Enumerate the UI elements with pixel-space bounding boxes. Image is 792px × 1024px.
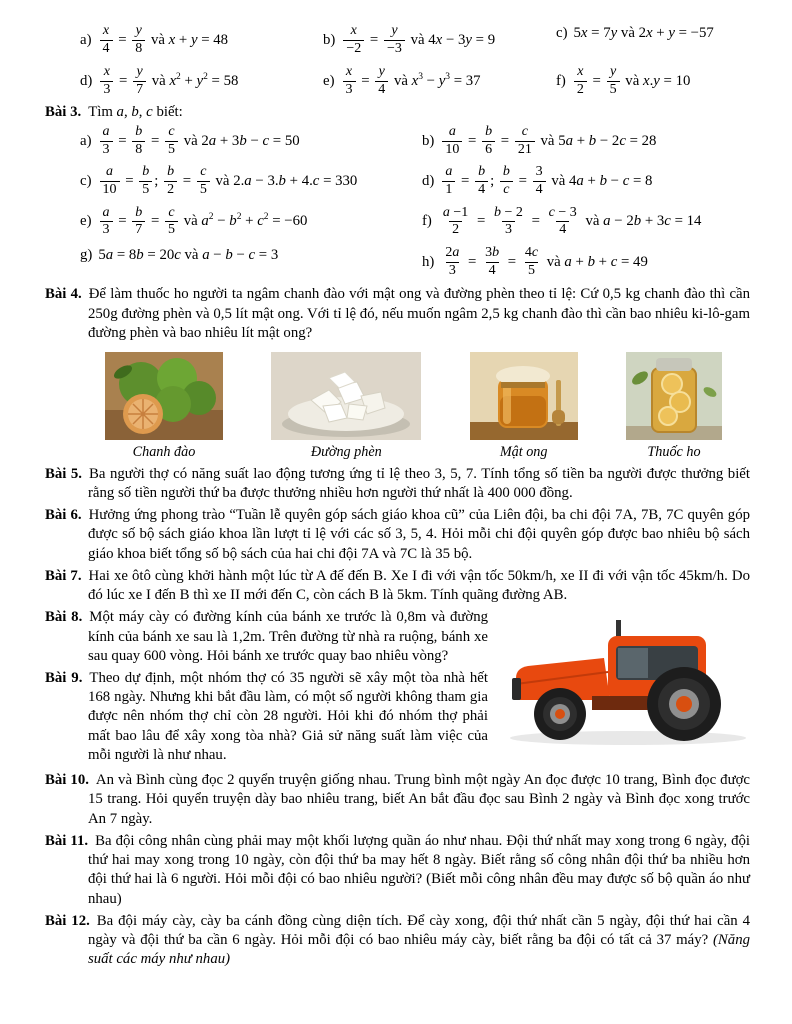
fraction: $\frac{a}{10}$ <box>100 165 120 197</box>
fraction: $\frac{x}{2}$ <box>574 65 587 97</box>
math-run: x <box>169 72 177 89</box>
text-run: và <box>547 172 570 189</box>
math-expression <box>572 64 691 98</box>
item-label: d) <box>422 172 435 189</box>
fraction: $\frac{c - 3}{4}$ <box>548 204 577 238</box>
math-run: = <box>115 72 132 89</box>
fraction: $\frac{b}{c}$ <box>500 165 513 197</box>
exercise-text: An và Bình cùng đọc 2 quyển truyện giống nhau. Trung bình một ngày An đọc được 10 trang, Bình đọc được 15 trang. Hỏi quyển truyện dày bao nhiêu trang, biết An bắt đầu đọc sau Bình 2 ngày và Bình đọc xong trước An 7 ngày. <box>88 772 750 827</box>
math-run: ; <box>154 172 163 189</box>
math-run: 5x = 7y <box>573 25 618 41</box>
fraction: $\frac{a -1}{2}$ <box>442 204 469 238</box>
math-expression <box>341 64 481 98</box>
item-label: b) <box>422 132 435 149</box>
math-run: a + b + c = 49 <box>564 253 648 270</box>
exercise-label: Bài 12. <box>45 912 90 929</box>
text-run: và <box>147 31 169 48</box>
exercise-bai3-header <box>45 103 750 122</box>
equation-item <box>80 65 323 97</box>
math-run: = −60 <box>268 213 308 230</box>
math-expression <box>341 23 496 56</box>
text-run: và <box>543 253 565 270</box>
text-run: và <box>581 213 604 230</box>
text-run: và <box>211 172 234 189</box>
math-expression <box>438 204 702 238</box>
math-run: 5a = 8b = 20c <box>98 247 181 264</box>
exercise-bai6 <box>45 506 750 564</box>
exercise-label: Bài 4. <box>45 286 82 303</box>
math-run: − b <box>213 213 237 230</box>
exercise-bai12 <box>45 912 750 970</box>
item-label: c) <box>556 25 568 41</box>
text-run: và <box>617 25 639 41</box>
item-label: b) <box>323 31 336 48</box>
math-expression <box>440 245 648 278</box>
figure-thuoc-ho <box>626 352 722 461</box>
exercise-text: Theo dự định, một nhóm thợ có 35 người sẽ xây một tòa nhà hết 168 ngày. Nhưng khi bắt đầu làm, có một số người không tham gia được nên nhóm thợ chỉ còn 28 người. Hỏi khi đó nhóm thợ phải mất bao lâu để xây xong tòa nhà? Giả sử năng suất làm việc của mỗi người là như nhau. <box>88 669 488 763</box>
exponent: 3 <box>445 72 451 83</box>
item-label: c) <box>80 172 92 189</box>
exercise-bai10 <box>45 771 750 829</box>
math-run: = <box>114 132 131 149</box>
exponent: 2 <box>208 212 214 223</box>
exponent: 2 <box>236 212 242 223</box>
math-run: 5a + b − 2c = 28 <box>558 132 657 149</box>
fraction: $\frac{y}{7}$ <box>133 65 146 97</box>
math-run: = <box>457 172 474 189</box>
math-run: = <box>464 132 481 149</box>
exercise-label: Bài 6. <box>45 507 82 524</box>
fraction: $\frac{y}{5}$ <box>607 65 620 97</box>
bai3-intro-prefix: Tìm <box>88 103 117 120</box>
fraction: $\frac{3}{4}$ <box>533 165 546 197</box>
math-run: = <box>114 31 131 48</box>
item-label: f) <box>422 213 432 230</box>
exercise-label: Bài 7. <box>45 567 82 584</box>
figure-caption: Mật ong <box>499 444 548 461</box>
item-label: a) <box>80 132 92 149</box>
equation-item <box>80 125 422 157</box>
item-label: d) <box>80 72 93 89</box>
math-run: = <box>114 213 131 230</box>
fraction: $\frac{x}{3}$ <box>343 65 356 97</box>
exercise-text: Ba đội công nhân cùng phải may một khối lượng quần áo như nhau. Đội thứ nhất may xong trong 6 ngày, đội thứ hai may xong trong 10 ngày, còn đội thứ ba may hết 8 ngày. Biết rằng số công nhân đội thứ ba nhiều hơn đội thứ hai là 6 người. Hỏi mỗi đội có bao nhiêu người? (Biết mỗi công nhân đều may được số bộ quần áo như nhau) <box>88 832 750 907</box>
fraction: $\frac{b}{8}$ <box>132 125 145 157</box>
math-run: x.y = 10 <box>642 72 691 89</box>
math-run: = 58 <box>207 72 239 89</box>
text-run: và <box>406 31 429 48</box>
math-run: x <box>411 72 419 89</box>
equation-item <box>80 206 422 238</box>
figure-caption: Chanh đào <box>132 444 196 461</box>
math-run: = <box>588 72 605 89</box>
exercise-bai7 <box>45 567 750 605</box>
item-label: a) <box>80 31 92 48</box>
exercise-label: Bài 3. <box>45 103 82 120</box>
exercise-bai5 <box>45 465 750 503</box>
math-run: = <box>357 72 374 89</box>
fraction: $\frac{c}{5}$ <box>165 206 178 238</box>
exponent: 2 <box>176 72 181 83</box>
equation-item <box>556 24 750 56</box>
fraction: $\frac{y}{8}$ <box>132 24 145 56</box>
item-label: e) <box>80 213 92 230</box>
math-run: a − 2b + 3c = 14 <box>603 213 702 230</box>
exercise-label: Bài 11. <box>45 832 89 849</box>
equation-item <box>80 165 422 197</box>
math-expression <box>98 164 358 198</box>
text-with-tractor <box>45 608 750 768</box>
figure-duong-phen <box>271 352 421 461</box>
fraction: $\frac{a}{3}$ <box>100 206 113 238</box>
exponent: 2 <box>263 212 269 223</box>
math-run: = 37 <box>450 72 481 89</box>
equation-item <box>556 65 750 97</box>
fraction: $\frac{b - 2}{3}$ <box>494 204 523 238</box>
equation-item <box>422 125 750 157</box>
math-expression <box>440 164 653 198</box>
math-run: = <box>464 253 481 270</box>
fraction: $\frac{b}{5}$ <box>139 165 152 197</box>
fraction: $\frac{a}{10}$ <box>442 125 462 157</box>
math-expression <box>440 123 657 157</box>
exercise-label: Bài 9. <box>45 669 83 686</box>
math-run: = <box>504 253 520 270</box>
equation-item <box>323 65 556 97</box>
fraction: $\frac{y}{-3}$ <box>384 24 405 56</box>
limes-image <box>105 352 223 440</box>
math-run: ; <box>490 172 498 189</box>
exponent: 3 <box>418 72 423 83</box>
equation-item <box>80 246 422 278</box>
fraction: $\frac{4c}{5}$ <box>524 245 539 278</box>
exercise-text: Để làm thuốc ho người ta ngâm chanh đào với mật ong và đường phèn theo tỉ lệ: Cứ 0,5 kg chanh đào thì cần 250g đường phèn và 0,5 lít mật ong. Với tỉ lệ đó, nếu muốn ngâm 2,5 kg chanh đào thì cần bao nhiêu ki-lô-gam đường phèn và bao nhiêu lít mật ong? <box>88 286 750 341</box>
figure-caption: Thuốc ho <box>647 444 701 461</box>
fraction: $\frac{x}{-2}$ <box>343 24 364 56</box>
text-run: và <box>390 72 412 89</box>
figure-caption: Đường phèn <box>310 444 382 461</box>
fraction: $\frac{b}{2}$ <box>164 165 177 197</box>
math-expression <box>98 204 308 238</box>
item-label: g) <box>80 247 93 264</box>
rock-sugar-image <box>271 352 421 440</box>
item-label: f) <box>556 72 566 89</box>
text-run: và <box>536 132 559 149</box>
equation-grid-top <box>45 24 750 98</box>
figure-mat-ong <box>470 352 578 461</box>
math-run: = <box>366 31 382 48</box>
exercise-text: Một máy cày có đường kính của bánh xe trước là 0,8m và đường kính của bánh xe sau là 1,2m. Trên đường từ nhà ra ruộng, bánh xe sau quay 600 vòng. Hỏi bánh xe trước quay bao nhiêu vòng? <box>88 609 488 664</box>
fraction: $\frac{a}{1}$ <box>442 165 455 197</box>
fraction: $\frac{c}{21}$ <box>515 125 535 157</box>
text-run: và <box>148 72 170 89</box>
exercise-label: Bài 10. <box>45 772 89 789</box>
math-run: = <box>514 172 531 189</box>
fraction: $\frac{x}{3}$ <box>100 65 113 97</box>
equation-item <box>422 246 750 278</box>
bai3-intro-suffix: biết: <box>152 103 183 120</box>
item-label: e) <box>323 72 335 89</box>
fraction: $\frac{b}{6}$ <box>482 125 495 157</box>
text-run: và <box>180 132 202 149</box>
math-run: = <box>527 213 544 230</box>
math-run: 4a + b − c = 8 <box>569 172 653 189</box>
figure-chanh-dao <box>105 352 223 461</box>
figure-row <box>45 346 750 461</box>
math-expression <box>98 23 229 56</box>
fraction: $\frac{b}{7}$ <box>132 206 145 238</box>
exercise-text: Hưởng ứng phong trào “Tuần lễ quyên góp sách giáo khoa cũ” của Liên đội, ba chi đội 7A, 7B, 7C quyên góp được số bộ sách giáo khoa lần lượt tỉ lệ với các số 3, 5, 4. Hỏi mỗi chi đội quyên góp được bao nhiêu bộ sách giáo khoa biết tổng số bộ sách của hai chi đội 7A và 7C là 35 bộ. <box>88 507 750 562</box>
fraction: $\frac{x}{4}$ <box>100 24 113 56</box>
math-run: 2a + 3b − c = 50 <box>201 132 300 149</box>
math-run: 2.a − 3.b + 4.c = 330 <box>233 172 358 189</box>
math-run: a <box>201 213 209 230</box>
fraction: $\frac{b}{4}$ <box>475 165 488 197</box>
math-run: = <box>121 172 138 189</box>
exercise-bai11 <box>45 832 750 909</box>
exercise-label: Bài 8. <box>45 609 83 626</box>
math-run: + c <box>241 213 264 230</box>
equation-item <box>422 165 750 197</box>
text-run: và <box>180 247 203 264</box>
math-expression <box>98 247 278 263</box>
math-run: = <box>179 172 195 189</box>
item-label: h) <box>422 253 435 270</box>
bai3-intro-variables: a, b, c <box>116 103 153 120</box>
honey-jar-image <box>470 352 578 440</box>
math-run: a − b − c = 3 <box>202 247 279 264</box>
math-run: = <box>147 213 163 230</box>
text-run: và <box>180 213 202 230</box>
exercise-text: Ba đội máy cày, cày ba cánh đồng cùng diện tích. Để cày xong, đội thứ nhất cần 5 ngày, đội thứ hai cần 4 ngày và đội thứ ba cần 6 ngày. Hỏi mỗi đội có bao nhiêu máy cày, biết rằng ba đội có tất cả 37 máy? <box>88 912 750 949</box>
exercise-note: (Năng suất các máy như nhau) <box>88 932 750 968</box>
text-run: và <box>621 72 643 89</box>
math-run: − y <box>422 72 446 89</box>
math-run: x + y = 48 <box>168 31 229 48</box>
math-run: 2x + y = −57 <box>638 25 714 41</box>
math-expression <box>98 64 239 98</box>
fraction: $\frac{a}{3}$ <box>100 125 113 157</box>
math-expression <box>98 123 300 157</box>
fraction: $\frac{c}{5}$ <box>165 125 178 157</box>
exponent: 2 <box>203 72 208 83</box>
math-run: = <box>497 132 513 149</box>
equation-item <box>422 206 750 238</box>
equation-grid-bai3 <box>45 125 750 279</box>
fraction: $\frac{2a}{3}$ <box>445 245 460 278</box>
equation-item <box>80 24 323 56</box>
tractor-image <box>498 610 750 748</box>
fraction: $\frac{y}{4}$ <box>375 65 388 97</box>
exercise-text: Ba người thợ có năng suất lao động tương ứng tỉ lệ theo 3, 5, 7. Tính tổng số tiền ba người được thưởng biết rằng số tiền người thứ ba được thưởng nhiều hơn người thứ nhất là 400 000 đồng. <box>88 465 750 501</box>
math-expression <box>574 25 714 41</box>
math-run: 4x − 3y = 9 <box>428 31 496 48</box>
exercise-bai4 <box>45 285 750 343</box>
math-run: = <box>473 213 490 230</box>
math-run: = <box>147 132 163 149</box>
exercise-label: Bài 5. <box>45 465 83 482</box>
exercise-text: Hai xe ôtô cùng khởi hành một lúc từ A đế đến B. Xe I đi với vận tốc 50km/h, xe II đi với vận tốc 45km/h. Do đó lúc xe I đến B thì xe II mới đến C, còn cách B là 5km. Tính quãng đường AB. <box>88 567 750 604</box>
medicine-jar-image <box>626 352 722 440</box>
fraction: $\frac{3b}{4}$ <box>485 245 500 278</box>
math-run: + y <box>180 72 204 89</box>
equation-item <box>323 24 556 56</box>
fraction: $\frac{c}{5}$ <box>197 165 210 197</box>
